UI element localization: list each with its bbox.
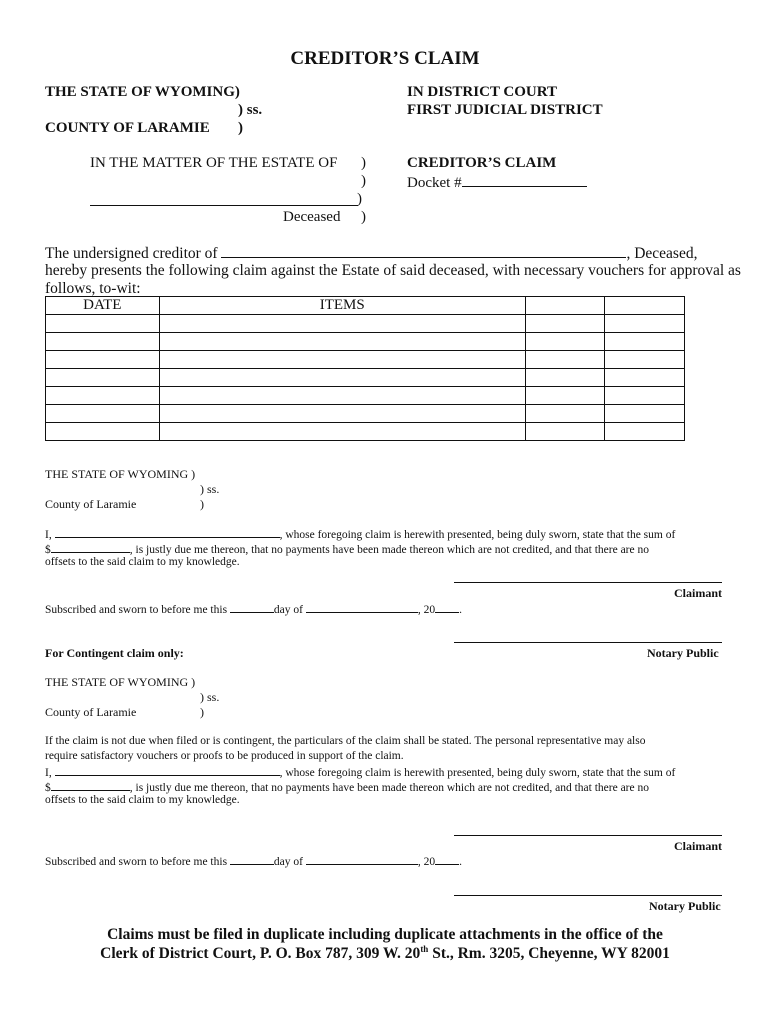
table-row [46,405,685,423]
table-row [46,369,685,387]
date-cell[interactable] [46,351,160,369]
table-row [46,423,685,441]
items-cell[interactable] [159,423,525,441]
oath2-line-3: offsets to the said claim to my knowledge. [45,794,240,806]
oath1-sub-text-c: , 20 [417,604,436,616]
oath2-claimant-name-field[interactable] [55,764,280,776]
oath2-note-1: If the claim is not due when filed or is contingent, the particulars of the claim shall be stated. The personal representative may also [45,735,646,747]
docket-text: Docket # [407,175,462,191]
oath2-day-field[interactable] [230,853,274,865]
amount-cell[interactable] [605,369,685,387]
state-caption: THE STATE OF WYOMING) [45,84,240,100]
amount-column-header-1 [525,297,605,315]
document-title: CREDITOR’S CLAIM [290,48,480,69]
date-column-header: DATE [46,297,160,315]
items-cell[interactable] [159,351,525,369]
intro-text-b: , Deceased, [626,245,698,262]
amount-cell[interactable] [605,351,685,369]
claim-items-table [45,296,685,441]
oath2-notary-signature-line[interactable] [454,895,722,896]
court-name: IN DISTRICT COURT [407,84,558,100]
date-cell[interactable] [46,369,160,387]
oath2-claimant-label: Claimant [674,839,722,853]
intro-text-a: The undersigned creditor of [45,245,218,262]
amount-column-header-2 [605,297,685,315]
footer-line-1: Claims must be filed in duplicate including duplicate attachments in the office of the [107,926,663,943]
amount-cell[interactable] [605,333,685,351]
oath2-claimant-signature-line[interactable] [454,835,722,836]
amount-cell[interactable] [525,351,605,369]
oath1-line-3: offsets to the said claim to my knowledge. [45,556,240,568]
date-cell[interactable] [46,315,160,333]
oath2-subscribed-line [45,853,462,868]
oath1-county-paren: ) [200,497,204,511]
table-row [46,315,685,333]
oath2-state: THE STATE OF WYOMING ) [45,675,196,689]
oath2-notary-label: Notary Public [649,899,721,913]
oath2-line-2-text: , is justly due me thereon, that no payments have been made thereon which are not credited, and that there are no [129,782,649,794]
oath1-sub-text-b: day of [273,604,303,616]
date-cell[interactable] [46,333,160,351]
amount-cell[interactable] [525,387,605,405]
oath1-line-1 [45,526,675,541]
contingent-claim-label: For Contingent claim only: [45,646,184,660]
county-caption: COUNTY OF LARAMIE [45,120,210,136]
docket-field[interactable] [462,173,587,187]
oath2-amount-field[interactable] [51,779,130,791]
footer-superscript: th [420,944,429,954]
amount-cell[interactable] [525,423,605,441]
oath2-county: County of Laramie [45,705,137,719]
amount-cell[interactable] [525,405,605,423]
ss-caption: ) ss. [238,102,263,118]
amount-cell[interactable] [605,405,685,423]
amount-cell[interactable] [605,315,685,333]
footer-line-2 [0,944,770,963]
footer-address-b: St., Rm. 3205, Cheyenne, WY 82001 [428,945,670,963]
table-row [46,333,685,351]
oath2-note-2: require satisfactory vouchers or proofs to be produced in support of the claim. [45,750,404,762]
oath1-sub-text-a: Subscribed and sworn to before me this [45,604,228,616]
items-cell[interactable] [159,405,525,423]
oath2-i: I, [45,767,52,779]
date-cell[interactable] [46,405,160,423]
paren-1: ) [361,155,366,171]
oath1-amount-field[interactable] [51,541,130,553]
oath1-line-1-text: , whose foregoing claim is herewith presented, being duly sworn, state that the sum of [279,529,676,541]
amount-cell[interactable] [525,333,605,351]
oath2-sub-text-a: Subscribed and sworn to before me this [45,856,228,868]
oath2-line-1-text: , whose foregoing claim is herewith presented, being duly sworn, state that the sum of [279,767,676,779]
intro-line-1 [45,244,697,263]
claim-caption: CREDITOR’S CLAIM [407,155,557,171]
oath1-i: I, [45,529,52,541]
oath1-notary-signature-line[interactable] [454,642,722,643]
items-cell[interactable] [159,315,525,333]
table-header-row [46,297,685,315]
estate-matter-label: IN THE MATTER OF THE ESTATE OF [90,155,338,171]
oath2-sub-text-b: day of [273,856,303,868]
oath2-sub-text-c: , 20 [417,856,436,868]
oath1-county: County of Laramie [45,497,137,511]
oath1-claimant-signature-line[interactable] [454,582,722,583]
intro-line-3: follows, to-wit: [45,280,141,297]
oath1-claimant-label: Claimant [674,586,722,600]
estate-name-field[interactable] [90,205,358,206]
intro-line-2: hereby presents the following claim against the Estate of said deceased, with necessary vouchers for approval as [45,262,741,279]
oath2-month-field[interactable] [306,853,418,865]
items-cell[interactable] [159,333,525,351]
oath1-state: THE STATE OF WYOMING ) [45,467,196,481]
table-row [46,351,685,369]
table-row [46,387,685,405]
oath1-subscribed-line [45,601,462,616]
oath1-dollar: $ [45,544,51,556]
oath1-year-field[interactable] [435,601,459,613]
oath1-day-field[interactable] [230,601,274,613]
items-column-header: ITEMS [159,297,525,315]
date-cell[interactable] [46,387,160,405]
oath1-ss: ) ss. [200,482,220,496]
oath2-county-paren: ) [200,705,204,719]
paren-3: ) [357,191,362,207]
oath1-month-field[interactable] [306,601,418,613]
oath1-notary-label: Notary Public [647,646,719,660]
oath2-ss: ) ss. [200,690,220,704]
footer-address-a: Clerk of District Court, P. O. Box 787, 309 W. 20 [100,945,421,963]
deceased-label: Deceased [283,209,341,225]
oath1-line-2 [45,541,649,556]
items-cell[interactable] [159,387,525,405]
oath1-line-2-text: , is justly due me thereon, that no payments have been made thereon which are not credited, and that there are no [129,544,649,556]
amount-cell[interactable] [605,387,685,405]
oath2-dollar: $ [45,782,51,794]
amount-cell[interactable] [525,369,605,387]
oath2-year-field[interactable] [435,853,459,865]
oath2-sub-text-d: . [459,856,462,868]
amount-cell[interactable] [605,423,685,441]
paren-4: ) [361,209,366,225]
court-district: FIRST JUDICIAL DISTRICT [407,102,603,118]
items-cell[interactable] [159,369,525,387]
county-paren: ) [238,120,243,136]
decedent-name-field[interactable] [221,244,626,258]
oath1-claimant-name-field[interactable] [55,526,280,538]
oath1-sub-text-d: . [459,604,462,616]
oath2-line-2 [45,779,649,794]
paren-2: ) [361,173,366,189]
date-cell[interactable] [46,423,160,441]
oath2-line-1 [45,764,675,779]
docket-label [407,173,587,192]
amount-cell[interactable] [525,315,605,333]
